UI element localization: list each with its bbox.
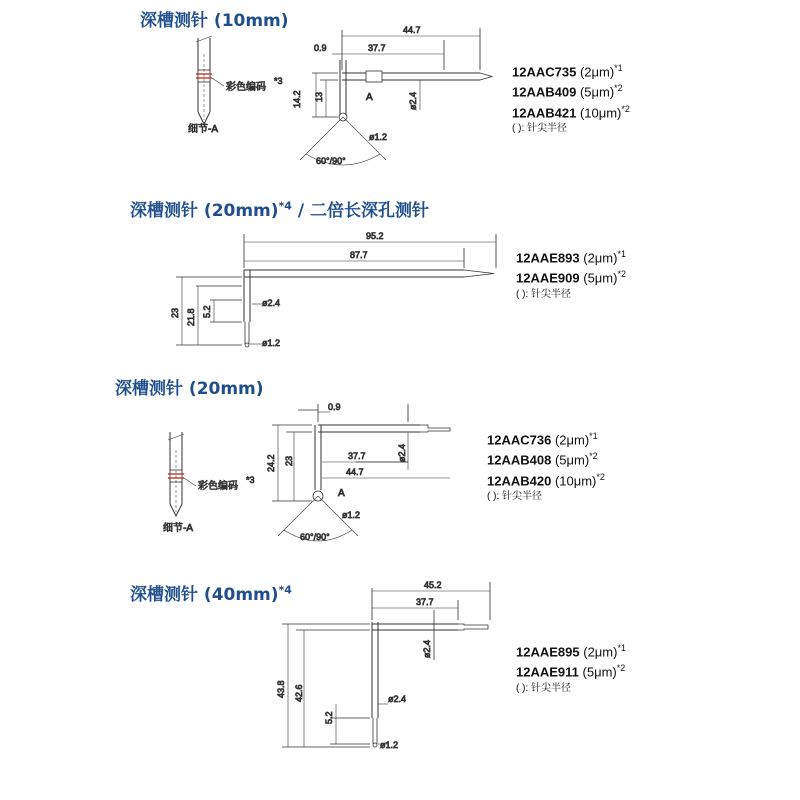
part-spec: (2μm) <box>583 250 618 266</box>
dim-24-2: 24.2 <box>266 454 276 472</box>
section1-stylus <box>300 28 492 165</box>
dim-37-7: 37.7 <box>416 597 434 607</box>
part-code: 12AAE893 <box>516 250 580 266</box>
dim-phi-1-2: ø1.2 <box>262 338 281 348</box>
dim-phi-1-2: ø1.2 <box>380 740 399 750</box>
part-spec: (5μm) <box>579 84 615 100</box>
part-code: 12AAE909 <box>516 270 580 286</box>
section4-dim-lines <box>288 591 490 747</box>
angle-label: 60°/90° <box>300 532 330 542</box>
dim-42-6: 42.6 <box>294 684 304 702</box>
part-spec: (10μm) <box>579 104 622 120</box>
section3-detail-a <box>168 432 196 516</box>
dim-phi-1-2: ø1.2 <box>369 132 388 142</box>
dim-phi-2-4: ø2.4 <box>408 91 418 110</box>
tip-radius-note: ( ): 针尖半径 <box>516 288 571 300</box>
part-sup: *1 <box>589 431 598 441</box>
dim-phi-2-4: ø2.4 <box>388 694 407 704</box>
dim-phi-2-4: ø2.4 <box>262 298 281 308</box>
part-sup: *2 <box>617 269 626 280</box>
part-code: 12AAB420 <box>487 472 552 488</box>
label-a: A <box>338 488 345 499</box>
section3-title-text: 深槽测针 (20mm) <box>115 379 264 399</box>
angle-label: 60°/90° <box>316 156 346 166</box>
dim-43-8: 43.8 <box>276 680 286 698</box>
part-spec: (2μm) <box>579 64 615 80</box>
part-sup: *2 <box>616 663 626 674</box>
part-sup: *1 <box>617 249 626 259</box>
dim-23: 23 <box>170 307 180 318</box>
part-spec: (2μm) <box>583 644 618 660</box>
dim-21-8: 21.8 <box>186 308 196 326</box>
part-sup: *1 <box>614 63 623 73</box>
part-sup: *2 <box>589 451 598 462</box>
dim-14-2: 14.2 <box>292 90 302 108</box>
tip-radius-note: ( ): 针尖半径 <box>512 122 567 134</box>
part-sup: *2 <box>596 471 605 482</box>
section2-dim-lines <box>182 242 496 345</box>
part-code: 12AAB408 <box>487 452 552 468</box>
part-spec: (10μm) <box>554 472 597 488</box>
part-sup: *1 <box>617 643 626 653</box>
detail-a-label: 细节-A <box>163 523 193 534</box>
part-spec: (2μm) <box>554 432 590 448</box>
tip-radius-note: ( ): 针尖半径 <box>516 682 571 694</box>
part-code: 12AAE911 <box>516 664 579 680</box>
section4-stylus <box>282 582 490 747</box>
part-code: 12AAB421 <box>512 104 577 120</box>
part-code: 12AAC735 <box>512 64 577 80</box>
color-code-label: 彩色编码 <box>198 481 238 492</box>
section2-title-text: 深槽测针 (20mm) <box>130 201 279 221</box>
section4-title-sup: *4 <box>278 583 292 597</box>
label-a: A <box>366 92 373 103</box>
section1-title-text: 深槽测针 (10mm) <box>140 11 289 31</box>
dim-44-7: 44.7 <box>403 25 421 35</box>
dim-phi-1-2: ø1.2 <box>342 510 361 520</box>
tip-radius-note: ( ): 针尖半径 <box>487 490 542 502</box>
dim-87-7: 87.7 <box>350 250 368 260</box>
dim-phi-2-4-vertical: ø2.4 <box>422 639 432 658</box>
color-code-label: 彩色编码 <box>226 82 266 93</box>
section1-dim-lines <box>316 36 480 117</box>
dim-95-2: 95.2 <box>366 231 384 241</box>
detail-a-label: 细节-A <box>188 124 218 135</box>
dim-44-7: 44.7 <box>346 467 364 477</box>
section2-title-tail: / 二倍长深孔测针 <box>291 201 429 221</box>
color-code-sup: *3 <box>246 475 255 485</box>
section4-title-text: 深槽测针 (40mm) <box>130 585 279 605</box>
dim-phi-2-4: ø2.4 <box>397 443 407 462</box>
dim-45-2: 45.2 <box>424 580 442 590</box>
dim-0-9: 0.9 <box>314 43 327 53</box>
section2-stylus <box>176 234 496 347</box>
dim-0-9: 0.9 <box>328 402 341 412</box>
part-code: 12AAC736 <box>487 432 552 448</box>
part-code: 12AAB409 <box>512 84 577 100</box>
dim-37-7: 37.7 <box>368 43 386 53</box>
section1-detail-a <box>196 36 224 124</box>
dim-37-7: 37.7 <box>348 451 366 461</box>
part-sup: *2 <box>614 83 623 94</box>
dim-5-2: 5.2 <box>324 711 334 724</box>
dim-5-2: 5.2 <box>202 305 212 318</box>
dim-13: 13 <box>314 91 324 102</box>
part-spec: (5μm) <box>582 664 617 680</box>
part-code: 12AAE895 <box>516 644 580 660</box>
part-sup: *2 <box>621 103 630 114</box>
section2-title-sup: *4 <box>278 199 292 213</box>
part-spec: (5μm) <box>583 270 618 286</box>
part-spec: (5μm) <box>554 452 590 468</box>
dim-23: 23 <box>284 455 294 466</box>
color-code-sup: *3 <box>274 76 283 86</box>
